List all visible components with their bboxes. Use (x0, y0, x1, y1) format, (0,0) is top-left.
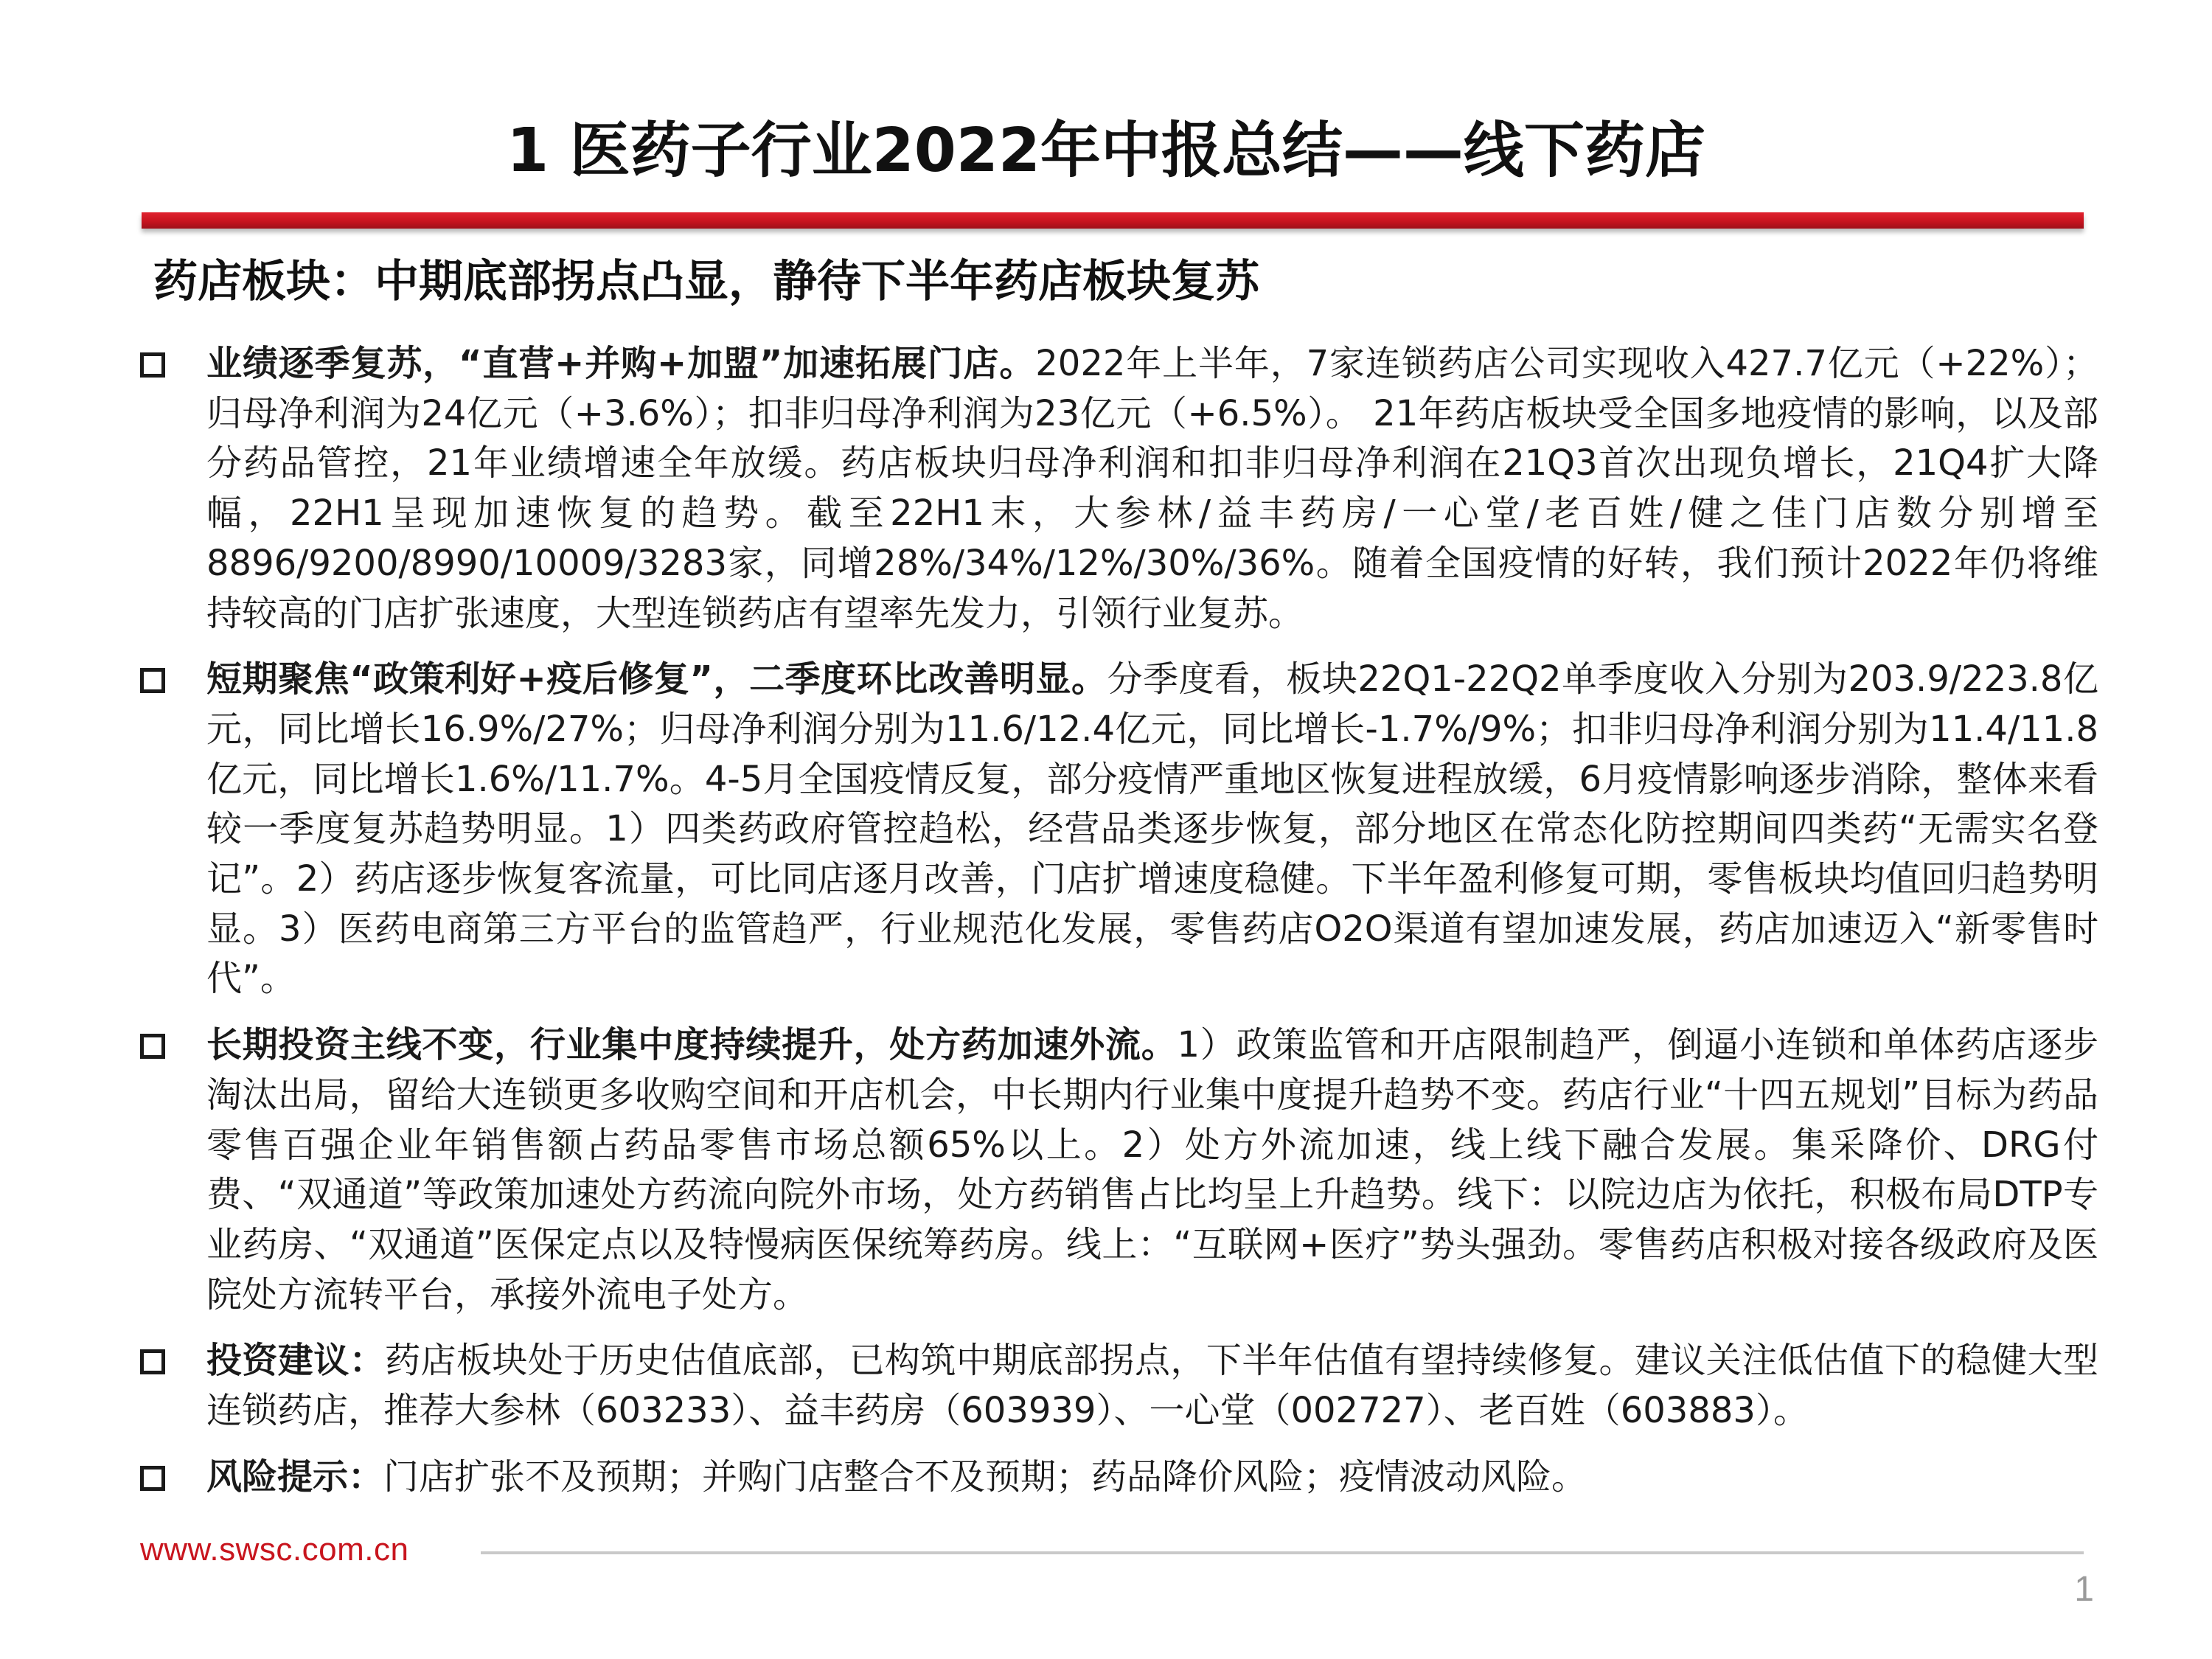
page-number: 1 (2074, 1570, 2094, 1609)
bullet-short-term (137, 655, 2098, 1004)
bullet-lead: 业绩逐季复苏，“直营+并购+加盟”加速拓展门店。 (206, 343, 1036, 384)
bullet-performance (137, 339, 2098, 639)
bullet-list (137, 339, 2098, 1518)
section-subtitle: 药店板块：中期底部拐点凸显，静待下半年药店板块复苏 (153, 256, 1259, 307)
bullet-text: 1）政策监管和开店限制趋严，倒逼小连锁和单体药店逐步淘汰出局，留给大连锁更多收购空间和开店机会，中长期内行业集中度提升趋势不变。药店行业“十四五规划”目标为药品零售百强企业年销售额占药品零售市场总额65%以上。2）处方外流加速，线上线下融合发展。集采降价、DRG付费、“双通道”等政策加速处方药流向院外市场，处方药销售占比均呈上升趋势。线下：以院边店为依托，积极布局DTP专业药房、“双通道”医保定点以及特慢病医保统筹药房。线上：“互联网+医疗”势头强劲。零售药店积极对接各级政府及医院处方流转平台，承接外流电子处方。 (206, 1024, 2098, 1315)
bullet-long-term (137, 1020, 2098, 1320)
title-divider (142, 212, 2084, 229)
bullet-text: 门店扩张不及预期；并购门店整合不及预期；药品降价风险；疫情波动风险。 (383, 1455, 1587, 1498)
square-bullet-icon (140, 1034, 165, 1059)
page-title: 1 医药子行业2022年中报总结——线下药店 (507, 116, 1705, 186)
bullet-text: 分季度看，板块22Q1-22Q2单季度收入分别为203.9/223.8亿元，同比增长16.9%/27%；归母净利润分别为11.6/12.4亿元，同比增长-1.7%/9%；扣非归母净利润分别为11.4/11.8亿元，同比增长1.6%/11.7%。4-5月全国疫情反复，部分疫情严重地区恢复进程放缓，6月疫情影响逐步消除，整体来看较一季度复苏趋势明显。1）四类药政府管控趋松，经营品类逐步恢复，部分地区在常态化防控期间四类药“无需实名登记”。2）药店逐步恢复客流量，可比同店逐月改善，门店扩增速度稳健。下半年盈利修复可期，零售板块均值回归趋势明显。3）医药电商第三方平台的监管趋严，行业规范化发展，零售药店O2O渠道有望加速发展，药店加速迈入“新零售时代”。 (206, 658, 2098, 1000)
bullet-lead: 投资建议： (206, 1340, 386, 1382)
bullet-text: 药店板块处于历史估值底部，已构筑中期底部拐点，下半年估值有望持续修复。建议关注低估值下的稳健大型连锁药店，推荐大参林（603233）、益丰药房（603939）、一心堂（002727）、老百姓（603883）。 (206, 1340, 2098, 1432)
square-bullet-icon (140, 1349, 165, 1374)
footer-divider (481, 1551, 2084, 1554)
bullet-risk-warning (137, 1453, 2098, 1503)
bullet-lead: 短期聚焦“政策利好+疫后修复”，二季度环比改善明显。 (206, 658, 1107, 700)
square-bullet-icon (140, 1466, 165, 1491)
bullet-investment-advice (137, 1336, 2098, 1436)
bullet-lead: 长期投资主线不变，行业集中度持续提升，处方药加速外流。 (206, 1024, 1178, 1066)
square-bullet-icon (140, 668, 165, 693)
footer-url[interactable]: www.swsc.com.cn (140, 1531, 409, 1568)
bullet-lead: 风险提示： (206, 1455, 384, 1498)
square-bullet-icon (140, 352, 165, 378)
bullet-text: 2022年上半年，7家连锁药店公司实现收入427.7亿元（+22%）；归母净利润为24亿元（+3.6%）；扣非归母净利润为23亿元（+6.5%）。 21年药店板块受全国多地疫情的影响，以及部分药品管控，21年业绩增速全年放缓。药店板块归母净利润和扣非归母净利润在21Q3首次出现负增长，21Q4扩大降幅，22H1呈现加速恢复的趋势。截至22H1末，大参林/益丰药房/一心堂/老百姓/健之佳门店数分别增至8896/9200/8990/10009/3283家，同增28%/34%/12%/30%/36%。随着全国疫情的好转，我们预计2022年仍将维持较高的门店扩张速度，大型连锁药店有望率先发力，引领行业复苏。 (206, 343, 2098, 634)
